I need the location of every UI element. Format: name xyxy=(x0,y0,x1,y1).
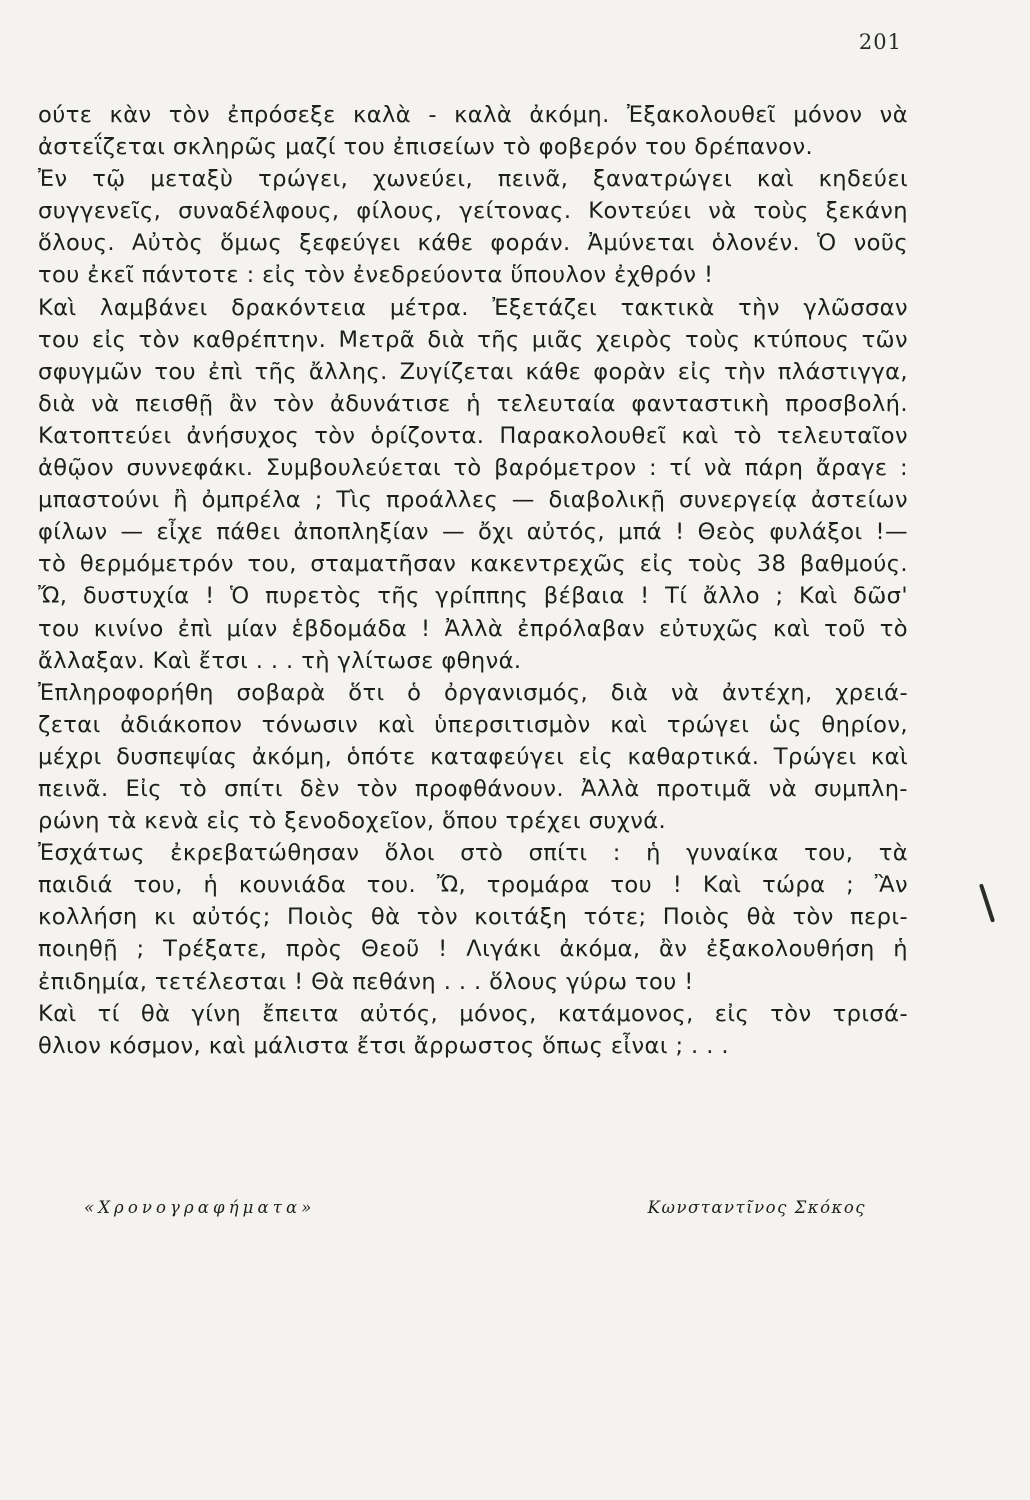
text-line: του εἰς τὸν καθρέπτην. Μετρᾶ διὰ τῆς μιᾶς χειρὸς τοὺς κτύπους τῶν xyxy=(38,326,908,353)
text-line: ὅλους. Αὐτὸς ὅμως ξεφεύγει κάθε φοράν. Ἀμύνεται ὁλονέν. Ὁ νοῦς xyxy=(38,230,908,257)
text-line: του κινίνο ἐπὶ μίαν ἑβδομάδα ! Ἀλλὰ ἐπρόλαβαν εὐτυχῶς καὶ τοῦ τὸ xyxy=(38,615,908,642)
text-line: ρώνη τὰ κενὰ εἰς τὸ ξενοδοχεῖον, ὅπου τρέχει συχνά. xyxy=(38,808,667,835)
text-line: του ἐκεῖ πάντοτε : εἰς τὸν ἐνεδρεύοντα ὕπουλον ἐχθρόν ! xyxy=(38,262,714,289)
article-body xyxy=(38,99,908,1062)
text-line: μέχρι δυσπεψίας ἀκόμη, ὁπότε καταφεύγει εἰς καθαρτικά. Τρώγει καὶ xyxy=(38,743,908,770)
text-line: Κατοπτεύει ἀνήσυχος τὸν ὁρίζοντα. Παρακολουθεῖ καὶ τὸ τελευταῖον xyxy=(38,422,908,449)
text-line: Καὶ τί θὰ γίνη ἔπειτα αὐτός, μόνος, κατάμονος, εἰς τὸν τρισά- xyxy=(38,1000,908,1027)
text-line: συγγενεῖς, συναδέλφους, φίλους, γείτονας. Κοντεύει νὰ τοὺς ξεκάνη xyxy=(38,198,908,225)
text-line: τὸ θερμόμετρόν του, σταματῆσαν κακεντρεχῶς εἰς τοὺς 38 βαθμούς. xyxy=(38,551,908,578)
text-line: ούτε κὰν τὸν ἐπρόσεξε καλὰ - καλὰ ἀκόμη. Ἐξακολουθεῖ μόνον νὰ xyxy=(38,102,908,128)
text-line: Ἐπληροφορήθη σοβαρὰ ὅτι ὁ ὀργανισμός, διὰ νὰ ἀντέχη, χρειά- xyxy=(38,679,908,706)
text-line: Ὤ, δυστυχία ! Ὁ πυρετὸς τῆς γρίππης βέβαια ! Τί ἄλλο ; Καὶ δῶσ' xyxy=(38,583,908,610)
text-line: παιδιά του, ἡ κουνιάδα του. Ὤ, τρομάρα του ! Καὶ τώρα ; Ἂν xyxy=(38,872,908,899)
author-name: Κωνσταντῖνος Σκόκος xyxy=(647,1198,866,1217)
text-line: κολλήση κι αὐτός; Ποιὸς θὰ τὸν κοιτάξη τότε; Ποιὸς θὰ τὸν περι- xyxy=(38,904,908,931)
text-line: φίλων — εἶχε πάθει ἀποπληξίαν — ὄχι αὐτός, μπά ! Θεὸς φυλάξοι !— xyxy=(38,519,908,546)
text-line: σφυγμῶν του ἐπὶ τῆς ἄλλης. Ζυγίζεται κάθε φορὰν εἰς τὴν πλάστιγγα, xyxy=(38,358,908,385)
text-line: ἀθῷον συννεφάκι. Συμβουλεύεται τὸ βαρόμετρον : τί νὰ πάρη ἄραγε : xyxy=(38,455,908,482)
text-line: μπαστούνι ἢ ὀμπρέλα ; Τὶς προάλλες — διαβολικῇ συνεργείᾳ ἀστείων xyxy=(38,487,908,514)
margin-pen-mark xyxy=(979,883,995,922)
text-line: ζεται ἀδιάκοπον τόνωσιν καὶ ὑπερσιτισμὸν καὶ τρώγει ὡς θηρίον, xyxy=(38,711,908,738)
text-line: ἄλλαξαν. Καὶ ἔτσι . . . τὴ γλίτωσε φθηνά. xyxy=(38,647,522,674)
text-line: ἀστεΐζεται σκληρῶς μαζί του ἐπισείων τὸ φοβερόν του δρέπανον. xyxy=(38,134,814,161)
text-line: πεινᾶ. Εἰς τὸ σπίτι δὲν τὸν προφθάνουν. Ἀλλὰ προτιμᾶ νὰ συμπλη- xyxy=(38,775,908,802)
source-title: «Χρονογραφήματα» xyxy=(84,1198,316,1217)
text-line: Ἐσχάτως ἐκρεβατώθησαν ὅλοι στὸ σπίτι : ἡ γυναίκα του, τὰ xyxy=(38,840,908,867)
text-line: θλιον κόσμον, καὶ μάλιστα ἔτσι ἄρρωστος ὅπως εἶναι ; . . . xyxy=(38,1032,729,1059)
text-line: ἐπιδημία, τετέλεσται ! Θὰ πεθάνη . . . ὅλους γύρω του ! xyxy=(38,968,694,995)
text-line: διὰ νὰ πεισθῇ ἂν τὸν ἀδυνάτισε ἡ τελευταία φανταστικὴ προσβολή. xyxy=(38,390,908,417)
page-number: 201 xyxy=(858,30,902,54)
text-line: Ἐν τῷ μεταξὺ τρώγει, χωνεύει, πεινᾶ, ξανατρώγει καὶ κηδεύει xyxy=(38,166,908,193)
text-line: ποιηθῇ ; Τρέξατε, πρὸς Θεοῦ ! Λιγάκι ἀκόμα, ἂν ἐξακολουθήση ἡ xyxy=(38,936,908,963)
text-line: Καὶ λαμβάνει δρακόντεια μέτρα. Ἐξετάζει τακτικὰ τὴν γλῶσσαν xyxy=(38,294,908,321)
